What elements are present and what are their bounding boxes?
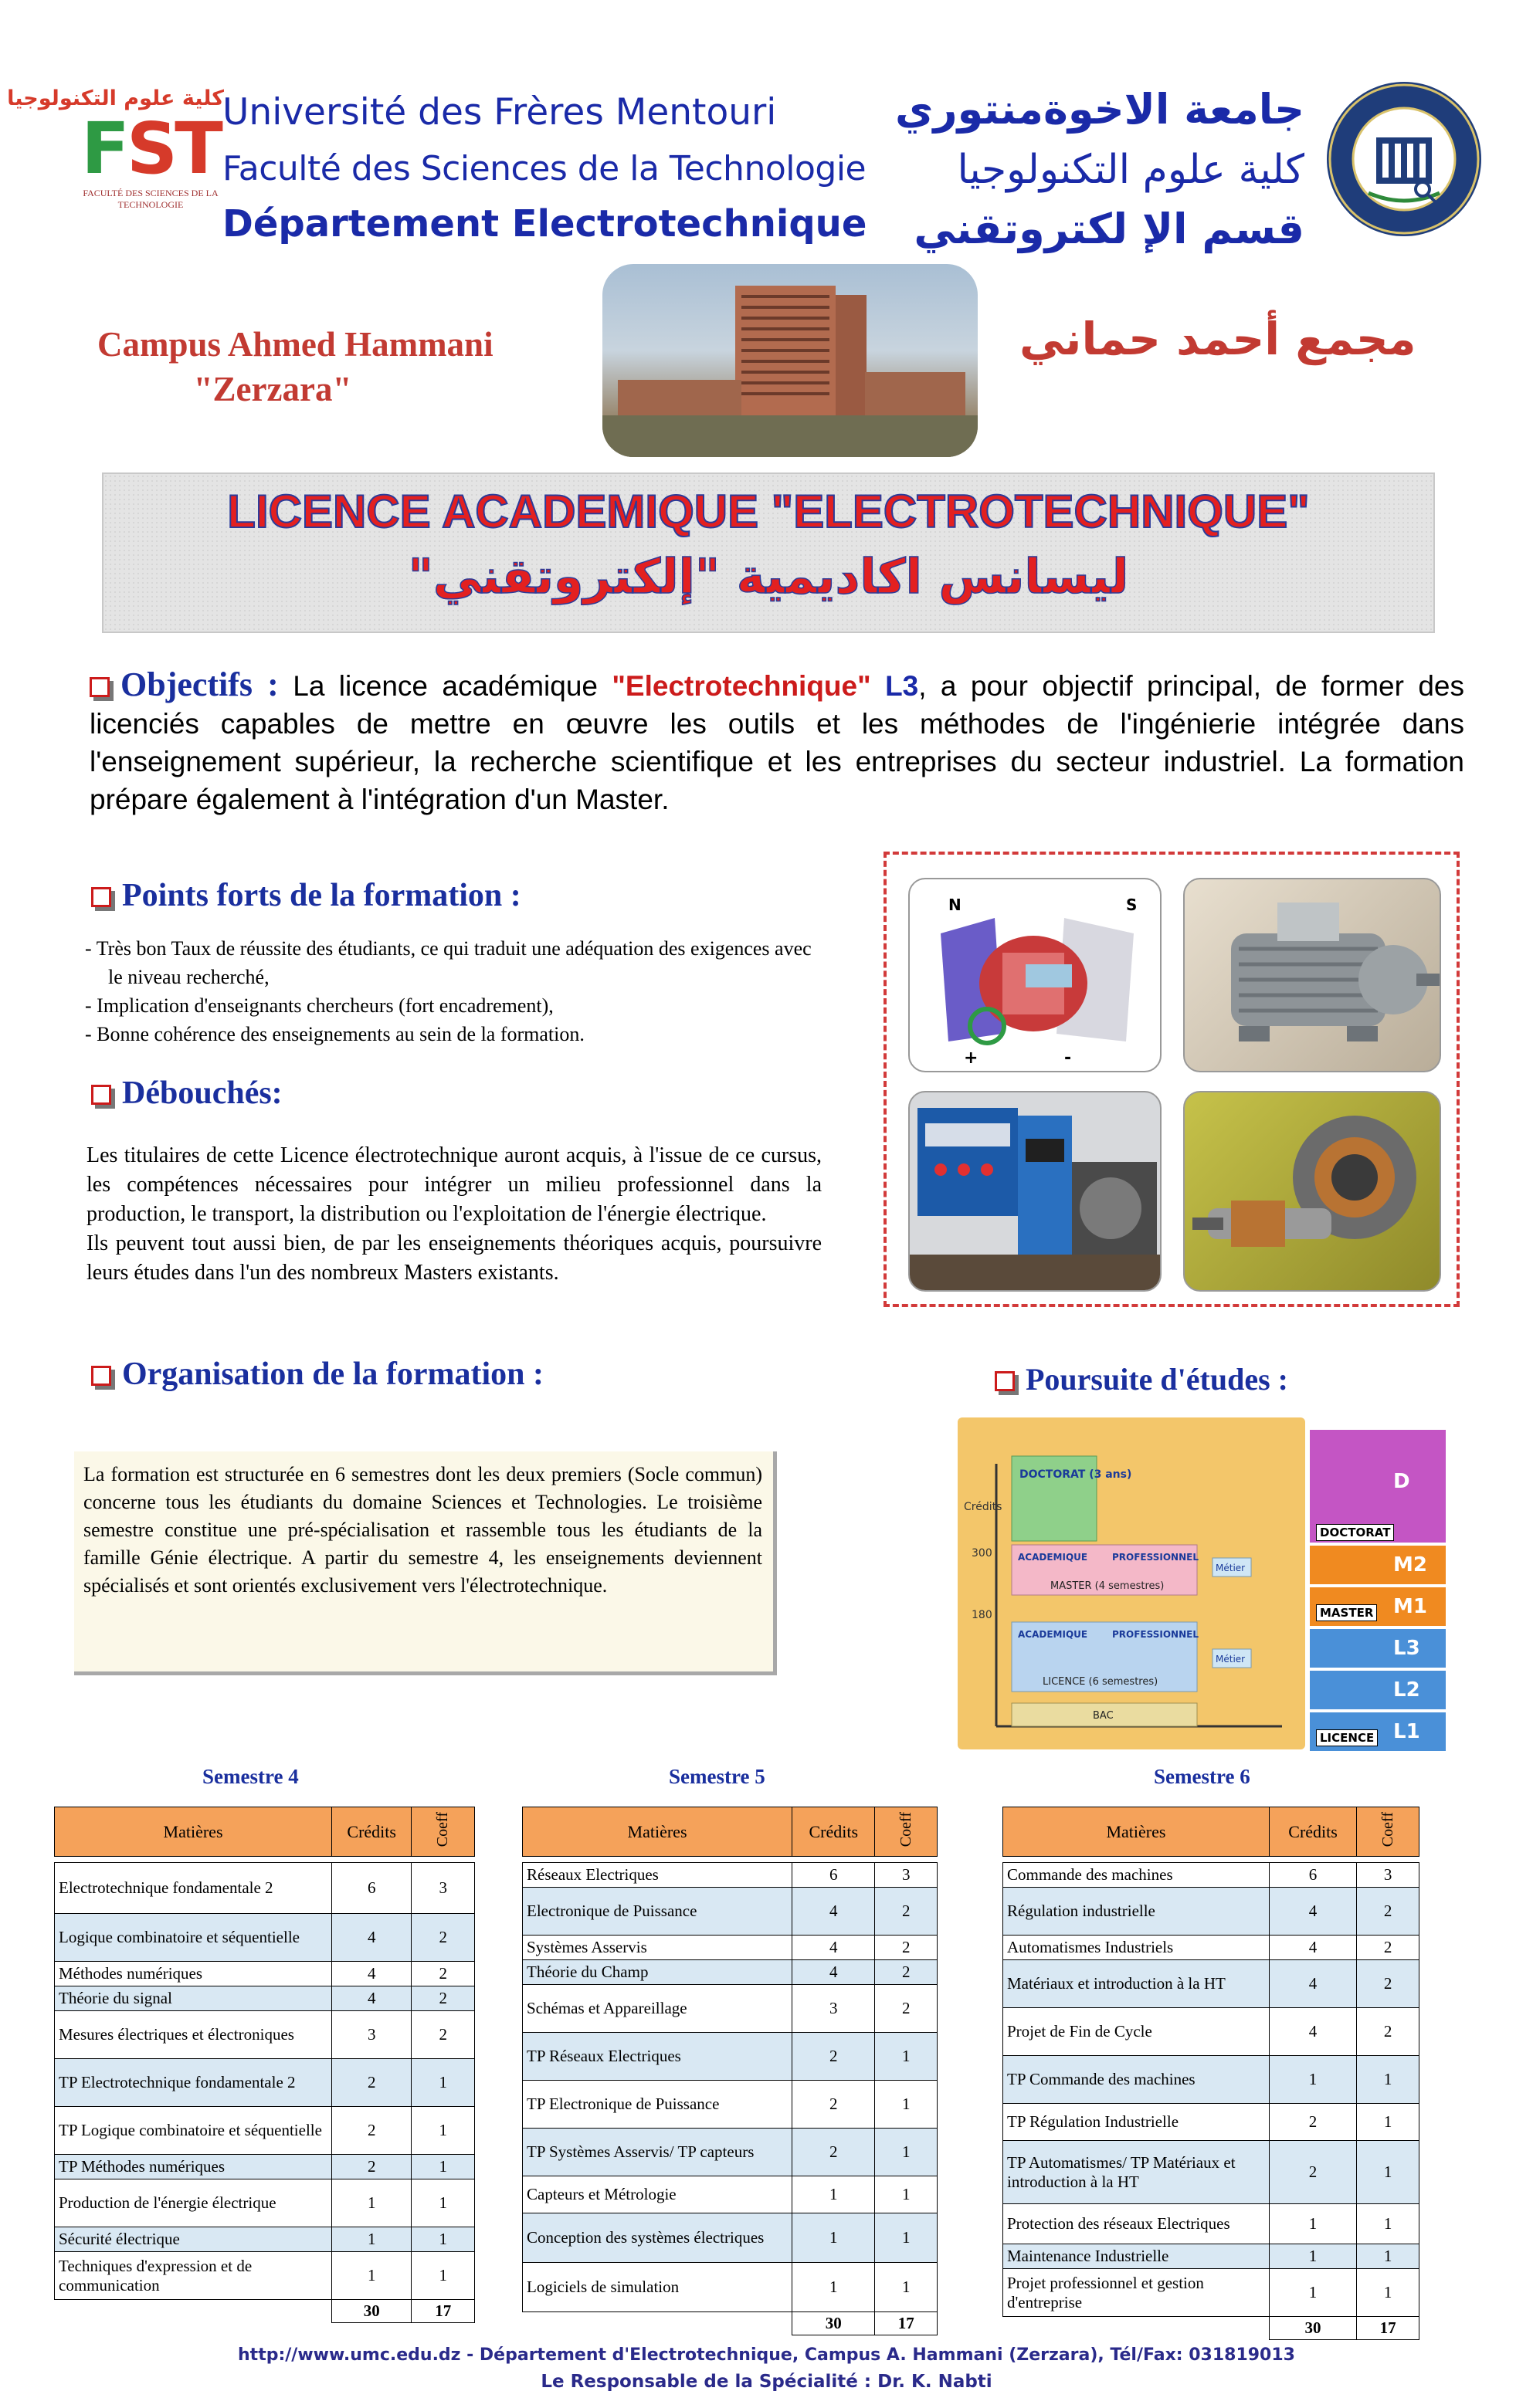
table-row: [55, 2155, 475, 2179]
semestre-5-title: Semestre 5: [669, 1765, 765, 1788]
title-banner: [102, 472, 1435, 633]
table-row: [55, 1986, 475, 2011]
objectifs-level: L3: [885, 670, 919, 702]
table-row: [1003, 1863, 1419, 1888]
table-header-row: [1003, 1807, 1419, 1857]
cell-matiere: Régulation industrielle: [1003, 1888, 1270, 1936]
ladder-m1: M1: [1310, 1587, 1446, 1626]
cell-matiere: Mesures électriques et électroniques: [55, 2011, 332, 2059]
table-row: [55, 1962, 475, 1986]
cell-credits: 4: [1269, 2008, 1356, 2056]
table-row: [523, 2129, 938, 2176]
ladder-l1: L1: [1310, 1712, 1446, 1751]
objectifs-text-b: , a pour objectif principal, de former des licenciés capables de mettre en œuvre les outils et les méthodes de l'ingénierie intégrée dans l'enseignement supérieur, la recherche scientifique et les entreprises du secteur industriel. La formation prépare également à l'intégration d'un Master.: [90, 670, 1465, 815]
table-header-row: [523, 1807, 938, 1857]
header-credits: Crédits: [792, 1807, 875, 1857]
cell-matiere: Schémas et Appareillage: [523, 1985, 792, 2033]
points-forts-list: [85, 934, 826, 1048]
semestre-6-table: [1002, 1807, 1419, 2340]
cell-coeff: 2: [412, 1986, 475, 2011]
cell-matiere: Matériaux et introduction à la HT: [1003, 1960, 1270, 2008]
objectifs-highlight: "Electrotechnique": [612, 670, 871, 702]
cell-credits: 2: [792, 2129, 875, 2176]
cell-credits: 1: [1269, 2204, 1356, 2244]
cell-matiere: Maintenance Industrielle: [1003, 2244, 1270, 2269]
table-row: [55, 2059, 475, 2107]
cell-coeff: 2: [875, 1960, 938, 1985]
checkbox-bullet-icon: [91, 1366, 111, 1386]
induction-motor-photo: [1183, 878, 1441, 1072]
cell-matiere: Production de l'énergie électrique: [55, 2179, 332, 2227]
checkbox-bullet-icon: [90, 677, 110, 697]
header-coeff: Coeff: [412, 1807, 475, 1857]
licence-professionnel: PROFESSIONNEL: [1112, 1629, 1199, 1640]
cell-credits: 4: [1269, 1888, 1356, 1936]
cell-matiere: TP Commande des machines: [1003, 2056, 1270, 2104]
cell-coeff: 2: [875, 1936, 938, 1960]
cell-coeff: 1: [412, 2227, 475, 2252]
table-row: [1003, 2141, 1419, 2204]
semestre-5-table: [522, 1807, 938, 2335]
cell-coeff: 1: [1357, 2141, 1419, 2204]
cell-credits: 6: [792, 1863, 875, 1888]
semestre-4-title: Semestre 4: [202, 1765, 299, 1788]
licence-academique: ACADEMIQUE: [1018, 1629, 1088, 1640]
motor-diagram-image: [908, 878, 1162, 1072]
credits-300: 300: [972, 1547, 992, 1560]
faculty-name-ar: كلية علوم التكنولوجيا: [957, 147, 1304, 193]
lmd-diagram: [958, 1417, 1305, 1749]
objectifs-label: Objectifs :: [120, 666, 279, 703]
cell-credits: 1: [1269, 2056, 1356, 2104]
cell-credits: 4: [332, 1962, 412, 1986]
header-matieres: Matières: [55, 1807, 332, 1857]
table-row: [1003, 2008, 1419, 2056]
cell-matiere: TP Réseaux Electriques: [523, 2033, 792, 2081]
ladder-l3: L3: [1310, 1629, 1446, 1668]
cell-coeff: 1: [1357, 2269, 1419, 2317]
cell-credits: 4: [332, 1986, 412, 2011]
table-row: [523, 1888, 938, 1936]
fst-logo-mark: FST: [77, 110, 224, 188]
metier-master: Métier: [1216, 1563, 1246, 1573]
total-coeff: 17: [875, 2312, 938, 2335]
cell-credits: 1: [792, 2263, 875, 2312]
fst-logo-caption: FACULTÉ DES SCIENCES DE LA TECHNOLOGIE: [83, 188, 219, 210]
disassembled-motor-photo: [1183, 1091, 1441, 1292]
table-row: [55, 1863, 475, 1914]
cell-coeff: 1: [412, 2155, 475, 2179]
ladder-doctorat-tag: DOCTORAT: [1316, 1524, 1394, 1541]
cell-matiere: Projet professionnel et gestion d'entreprise: [1003, 2269, 1270, 2317]
cell-coeff: 1: [1357, 2056, 1419, 2104]
cell-credits: 1: [792, 2176, 875, 2213]
organisation-box: [74, 1451, 777, 1675]
cell-credits: 1: [792, 2213, 875, 2263]
cell-coeff: 2: [412, 2011, 475, 2059]
cell-matiere: TP Systèmes Asservis/ TP capteurs: [523, 2129, 792, 2176]
footer-contact: http://www.umc.edu.dz - Département d'Electrotechnique, Campus A. Hammani (Zerzara), Tél/Fax: 031819013: [238, 2345, 1295, 2365]
cell-credits: 4: [1269, 1936, 1356, 1960]
cell-coeff: 1: [412, 2107, 475, 2155]
checkbox-bullet-icon: [91, 887, 111, 907]
cell-matiere: TP Logique combinatoire et séquentielle: [55, 2107, 332, 2155]
ladder-l2: L2: [1310, 1671, 1446, 1709]
total-credits: 30: [1269, 2317, 1356, 2340]
master-academique: ACADEMIQUE: [1018, 1552, 1088, 1563]
cell-matiere: Systèmes Asservis: [523, 1936, 792, 1960]
cell-coeff: 2: [1357, 1936, 1419, 1960]
points-forts-title-text: Points forts de la formation :: [122, 878, 521, 913]
list-item: - Bonne cohérence des enseignements au sein de la formation.: [85, 1023, 585, 1045]
cell-coeff: 2: [1357, 2008, 1419, 2056]
cell-matiere: Méthodes numériques: [55, 1962, 332, 1986]
credits-axis-label: Crédits: [964, 1501, 1002, 1513]
lab-bench-photo: [908, 1091, 1162, 1292]
table-row: [1003, 2056, 1419, 2104]
table-row: [1003, 1888, 1419, 1936]
footer-responsable: Le Responsable de la Spécialité : Dr. K. Nabti: [541, 2372, 992, 2392]
cell-matiere: TP Automatismes/ TP Matériaux et introduction à la HT: [1003, 2141, 1270, 2204]
campus-nickname: "Zerzara": [193, 370, 352, 408]
cell-matiere: TP Méthodes numériques: [55, 2155, 332, 2179]
cell-coeff: 1: [875, 2081, 938, 2129]
department-name-fr: Département Electrotechnique: [222, 202, 867, 246]
cell-matiere: Commande des machines: [1003, 1863, 1270, 1888]
semestre-6-title: Semestre 6: [1154, 1765, 1250, 1788]
cell-credits: 6: [1269, 1863, 1356, 1888]
table-row: [1003, 2244, 1419, 2269]
table-row: [523, 1960, 938, 1985]
cell-matiere: Projet de Fin de Cycle: [1003, 2008, 1270, 2056]
motor-minus-label: -: [1064, 1048, 1072, 1068]
header-credits: Crédits: [1269, 1807, 1356, 1857]
university-seal-logo: [1322, 77, 1486, 241]
cell-coeff: 2: [412, 1962, 475, 1986]
cell-coeff: 3: [1357, 1863, 1419, 1888]
cell-coeff: 1: [875, 2213, 938, 2263]
cell-credits: 4: [332, 1914, 412, 1962]
total-coeff: 17: [1357, 2317, 1419, 2340]
cell-credits: 4: [1269, 1960, 1356, 2008]
cell-credits: 1: [332, 2227, 412, 2252]
cell-coeff: 2: [875, 1888, 938, 1936]
cell-matiere: Protection des réseaux Electriques: [1003, 2204, 1270, 2244]
table-row: [523, 2213, 938, 2263]
cell-credits: 2: [792, 2081, 875, 2129]
lmd-ladder: [1310, 1430, 1446, 1753]
poursuite-title: [995, 1361, 1288, 1397]
cell-coeff: 2: [1357, 1960, 1419, 2008]
cell-matiere: TP Régulation Industrielle: [1003, 2104, 1270, 2141]
cell-coeff: 1: [1357, 2244, 1419, 2269]
cell-matiere: Electronique de Puissance: [523, 1888, 792, 1936]
ladder-licence-tag: LICENCE: [1316, 1729, 1378, 1746]
cell-coeff: 2: [875, 1985, 938, 2033]
table-row: [1003, 1936, 1419, 1960]
campus-name-fr: Campus Ahmed Hammani: [97, 325, 493, 364]
bac-label: BAC: [1093, 1710, 1114, 1722]
table-row: [1003, 2104, 1419, 2141]
cell-credits: 3: [332, 2011, 412, 2059]
cell-credits: 2: [1269, 2141, 1356, 2204]
header-coeff: Coeff: [875, 1807, 938, 1857]
cell-coeff: 1: [875, 2176, 938, 2213]
cell-coeff: 2: [1357, 1888, 1419, 1936]
table-row: [523, 2081, 938, 2129]
table-row: [523, 2263, 938, 2312]
table-row: [55, 2107, 475, 2155]
cell-matiere: Capteurs et Métrologie: [523, 2176, 792, 2213]
cell-coeff: 1: [412, 2252, 475, 2300]
cell-coeff: 1: [412, 2059, 475, 2107]
checkbox-bullet-icon: [91, 1085, 111, 1105]
campus-name-ar: مجمع أحمد حماني: [1019, 313, 1416, 365]
cell-matiere: Théorie du Champ: [523, 1960, 792, 1985]
cell-credits: 2: [1269, 2104, 1356, 2141]
objectifs-text-a: La licence académique: [293, 670, 598, 702]
debouches-text: [86, 1141, 822, 1288]
master-label: MASTER (4 semestres): [1050, 1580, 1165, 1592]
points-forts-title: [91, 877, 521, 914]
total-credits: 30: [332, 2300, 412, 2323]
faculty-name-fr: Faculté des Sciences de la Technologie: [222, 149, 867, 188]
list-item: - Très bon Taux de réussite des étudiants, ce qui traduit une adéquation des exigences avec le niveau recherché,: [85, 937, 812, 988]
cell-coeff: 1: [1357, 2204, 1419, 2244]
table-row: [523, 1863, 938, 1888]
university-name-ar: جامعة الاخوةمنتوري: [895, 85, 1304, 134]
cell-matiere: Automatismes Industriels: [1003, 1936, 1270, 1960]
table-row: [55, 1914, 475, 1962]
table-row: [523, 1936, 938, 1960]
cell-coeff: 1: [875, 2263, 938, 2312]
cell-coeff: 2: [412, 1914, 475, 1962]
organisation-title: [91, 1356, 544, 1393]
table-row: [55, 2011, 475, 2059]
master-professionnel: PROFESSIONNEL: [1112, 1552, 1199, 1563]
cell-coeff: 1: [875, 2033, 938, 2081]
cell-matiere: Logiciels de simulation: [523, 2263, 792, 2312]
ladder-master-tag: MASTER: [1316, 1604, 1377, 1621]
cell-matiere: Electrotechnique fondamentale 2: [55, 1863, 332, 1914]
cell-credits: 4: [792, 1936, 875, 1960]
cell-credits: 1: [1269, 2269, 1356, 2317]
table-row: [523, 2033, 938, 2081]
cell-credits: 4: [792, 1888, 875, 1936]
title-fr: LICENCE ACADEMIQUE "ELECTROTECHNIQUE": [227, 486, 1310, 537]
credits-180: 180: [972, 1609, 992, 1621]
table-row: [55, 2179, 475, 2227]
cell-credits: 1: [332, 2252, 412, 2300]
header-matieres: Matières: [1003, 1807, 1270, 1857]
checkbox-bullet-icon: [995, 1371, 1015, 1391]
header-credits: Crédits: [332, 1807, 412, 1857]
table-total-row: [55, 2300, 475, 2323]
cell-credits: 2: [792, 2033, 875, 2081]
cell-credits: 1: [1269, 2244, 1356, 2269]
cell-matiere: Théorie du signal: [55, 1986, 332, 2011]
cell-credits: 2: [332, 2155, 412, 2179]
motor-s-label: S: [1126, 896, 1138, 914]
cell-credits: 4: [792, 1960, 875, 1985]
motor-plus-label: +: [964, 1048, 978, 1068]
cell-coeff: 1: [875, 2129, 938, 2176]
cell-coeff: 1: [412, 2179, 475, 2227]
cell-matiere: TP Electronique de Puissance: [523, 2081, 792, 2129]
metier-licence: Métier: [1216, 1654, 1246, 1665]
table-row: [55, 2227, 475, 2252]
cell-matiere: Conception des systèmes électriques: [523, 2213, 792, 2263]
header-matieres: Matières: [523, 1807, 792, 1857]
debouches-paragraph-2: Ils peuvent tout aussi bien, de par les enseignements théoriques acquis, poursuivre leurs études dans l'un des nombreux Masters existants.: [86, 1231, 822, 1285]
organisation-text: La formation est structurée en 6 semestres dont les deux premiers (Socle commun) concerne tous les étudiants du domaine Sciences et Technologies. Le troisième semestre constitue une pré-spécialisation et rassemble tous les étudiants de la famille Génie électrique. A partir du semestre 4, les enseignements deviennent spécialisés et sont orientés exclusivement vers l'électrotechnique.: [83, 1463, 762, 1597]
cell-credits: 2: [332, 2107, 412, 2155]
table-row: [523, 2176, 938, 2213]
cell-matiere: Sécurité électrique: [55, 2227, 332, 2252]
ladder-d: D: [1310, 1430, 1446, 1543]
cell-credits: 3: [792, 1985, 875, 2033]
table-row: [1003, 2204, 1419, 2244]
debouches-title-text: Débouchés:: [122, 1075, 283, 1111]
ladder-m2: M2: [1310, 1546, 1446, 1584]
cell-credits: 2: [332, 2059, 412, 2107]
table-row: [1003, 2269, 1419, 2317]
cell-credits: 6: [332, 1863, 412, 1914]
cell-matiere: Réseaux Electriques: [523, 1863, 792, 1888]
doctorat-label: DOCTORAT (3 ans): [1019, 1468, 1132, 1481]
total-coeff: 17: [412, 2300, 475, 2323]
table-row: [55, 2252, 475, 2300]
fst-logo-arabic: كلية علوم التكنولوجيا: [7, 86, 224, 110]
department-name-ar: قسم الإ لكتروتقني: [914, 205, 1304, 253]
table-header-row: [55, 1807, 475, 1857]
semestre-4-table: [54, 1807, 475, 2323]
debouches-title: [91, 1075, 283, 1112]
header-coeff: Coeff: [1357, 1807, 1419, 1857]
cell-coeff: 3: [412, 1863, 475, 1914]
motor-photos-frame: [884, 852, 1460, 1307]
licence-label: LICENCE (6 semestres): [1043, 1676, 1158, 1688]
total-credits: 30: [792, 2312, 875, 2335]
table-total-row: [1003, 2317, 1419, 2340]
fst-logo: [7, 86, 224, 245]
motor-n-label: N: [948, 896, 962, 914]
cell-matiere: TP Electrotechnique fondamentale 2: [55, 2059, 332, 2107]
organisation-title-text: Organisation de la formation :: [122, 1356, 544, 1392]
table-row: [1003, 1960, 1419, 2008]
debouches-paragraph-1: Les titulaires de cette Licence électrotechnique auront acquis, à l'issue de ce cursus, les compétences nécessaires pour intégrer un milieu professionnel dans la production, le transport, la distribution ou l'exploitation de l'énergie électrique.: [86, 1143, 822, 1226]
objectifs-section: [90, 666, 1464, 818]
title-ar: ليسانس اكاديمية "إلكتروتقني": [408, 548, 1129, 605]
poursuite-title-text: Poursuite d'études :: [1026, 1362, 1288, 1397]
cell-coeff: 3: [875, 1863, 938, 1888]
cell-matiere: Logique combinatoire et séquentielle: [55, 1914, 332, 1962]
table-row: [523, 1985, 938, 2033]
cell-matiere: Techniques d'expression et de communication: [55, 2252, 332, 2300]
table-total-row: [523, 2312, 938, 2335]
campus-building-photo: [602, 264, 978, 457]
university-name-fr: Université des Frères Mentouri: [222, 91, 777, 134]
cell-credits: 1: [332, 2179, 412, 2227]
list-item: - Implication d'enseignants chercheurs (fort encadrement),: [85, 994, 554, 1017]
cell-coeff: 1: [1357, 2104, 1419, 2141]
